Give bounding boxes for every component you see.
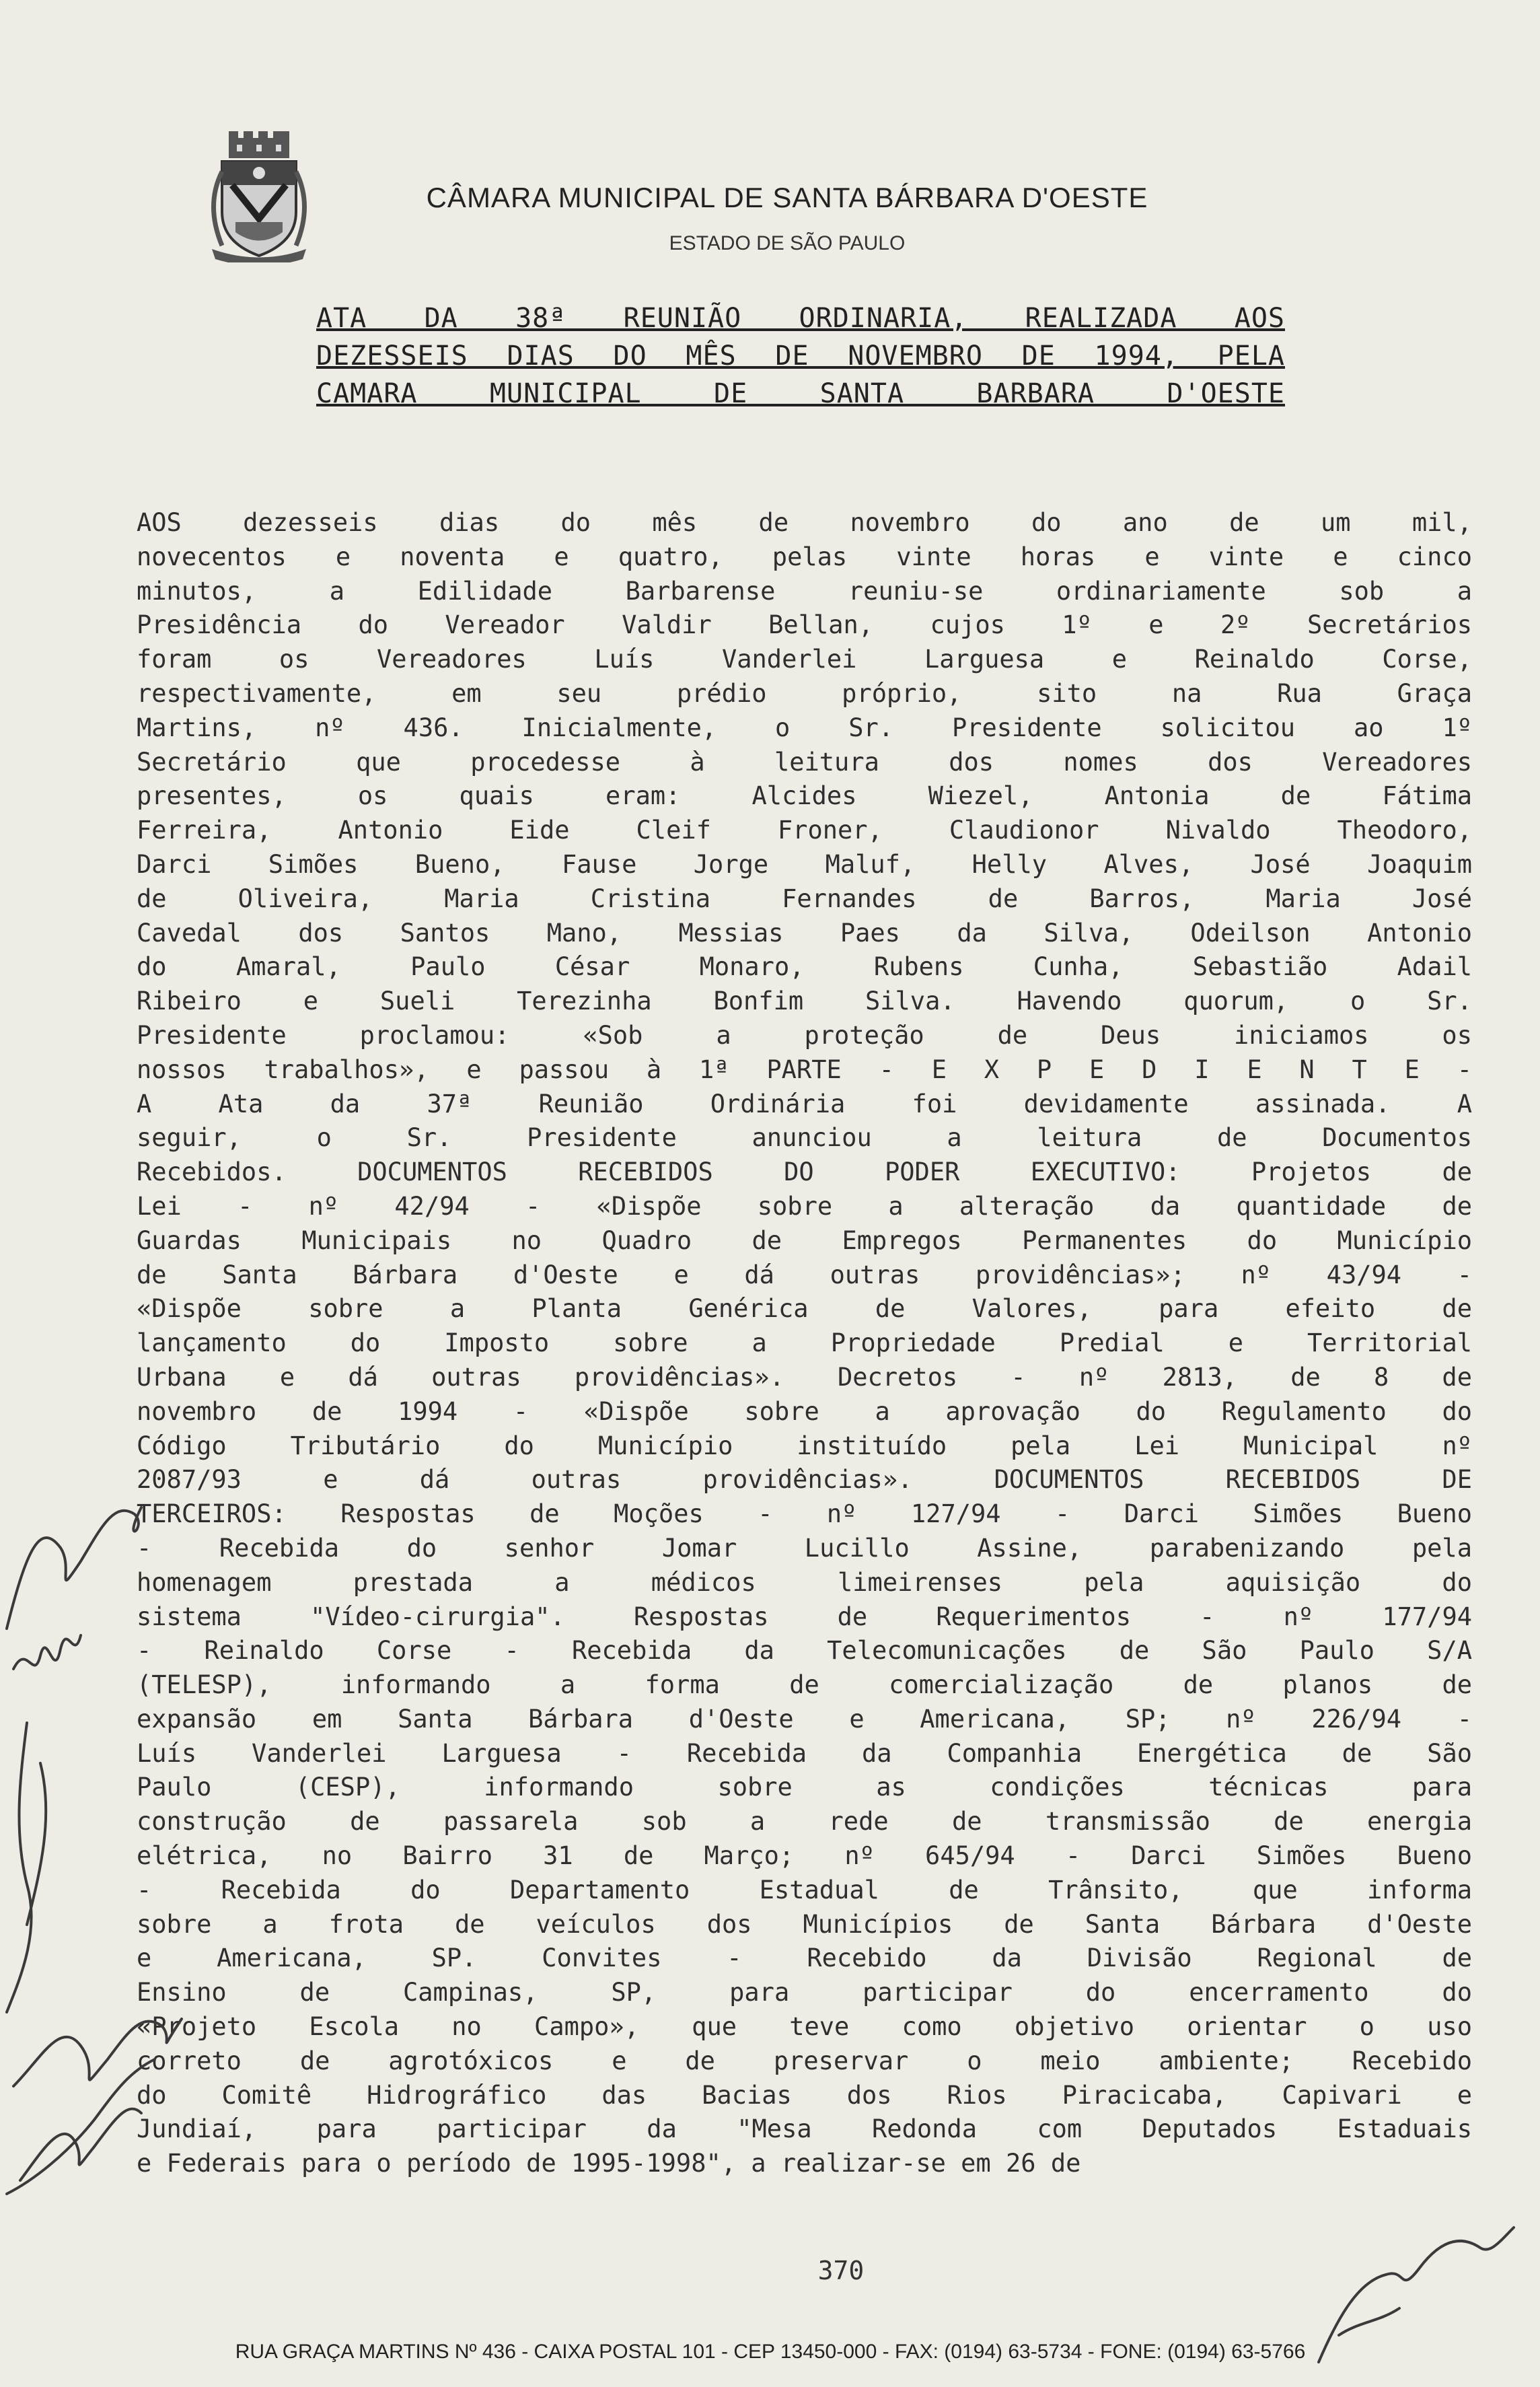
body-line: seguir, o Sr. Presidente anunciou a leitura de Documentos: [137, 1123, 1472, 1153]
body-line: Darci Simões Bueno, Fause Jorge Maluf, Helly Alves, José Joaquim: [137, 849, 1472, 879]
minutes-title-line: ATA DA 38ª REUNIÃO ORDINARIA, REALIZADA AOS: [316, 303, 1285, 334]
body-line: A Ata da 37ª Reunião Ordinária foi devidamente assinada. A: [137, 1089, 1472, 1118]
address-footer: RUA GRAÇA MARTINS Nº 436 - CAIXA POSTAL 101 - CEP 13450-000 - FAX: (0194) 63-5734 - FONE: (0194) 63-5766: [235, 2341, 1306, 2363]
body-line: «Projeto Escola no Campo», que teve como objetivo orientar o uso: [137, 2012, 1472, 2042]
body-line: Código Tributário do Município instituído pela Lei Municipal nº: [137, 1431, 1472, 1460]
body-line: TERCEIROS: Respostas de Moções - nº 127/94 - Darci Simões Bueno: [137, 1499, 1472, 1529]
body-line: de Santa Bárbara d'Oeste e dá outras providências»; nº 43/94 -: [137, 1260, 1472, 1289]
body-line: Secretário que procedesse à leitura dos nomes dos Vereadores: [137, 747, 1472, 777]
body-line: do Amaral, Paulo César Monaro, Rubens Cunha, Sebastião Adail: [137, 952, 1472, 982]
margin-signature-6: [7, 2059, 155, 2194]
body-line: Presidência do Vereador Valdir Bellan, cujos 1º e 2º Secretários: [137, 610, 1472, 640]
minutes-title-line: DEZESSEIS DIAS DO MÊS DE NOVEMBRO DE 1994, PELA: [316, 341, 1285, 371]
body-line: novembro de 1994 - «Dispõe sobre a aprovação do Regulamento do: [137, 1396, 1472, 1426]
body-line: respectivamente, em seu prédio próprio, sito na Rua Graça: [137, 678, 1472, 708]
body-line: expansão em Santa Bárbara d'Oeste e Americana, SP; nº 226/94 -: [137, 1704, 1472, 1734]
body-line: nossos trabalhos», e passou à 1ª PARTE - E X P E D I E N T E -: [137, 1055, 1472, 1084]
body-line: de Oliveira, Maria Cristina Fernandes de Barros, Maria José: [137, 884, 1472, 913]
body-line: Urbana e dá outras providências». Decretos - nº 2813, de 8 de: [137, 1362, 1472, 1392]
body-line: Paulo (CESP), informando sobre as condições técnicas para: [137, 1773, 1472, 1802]
body-line: sobre a frota de veículos dos Municípios de Santa Bárbara d'Oeste: [137, 1909, 1472, 1939]
body-line: Ensino de Campinas, SP, para participar do encerramento do: [137, 1978, 1472, 2007]
body-line: Guardas Municipais no Quadro de Empregos Permanentes do Município: [137, 1225, 1472, 1255]
body-line: sistema "Vídeo-cirurgia". Respostas de Requerimentos - nº 177/94: [137, 1602, 1472, 1631]
body-line: lançamento do Imposto sobre a Propriedade Predial e Territorial: [137, 1328, 1472, 1358]
body-line: do Comitê Hidrográfico das Bacias dos Rios Piracicaba, Capivari e: [137, 2080, 1472, 2110]
body-line: e Americana, SP. Convites - Recebido da Divisão Regional de: [137, 1944, 1472, 1973]
body-line: - Recebida do senhor Jomar Lucillo Assine, parabenizando pela: [137, 1533, 1472, 1563]
body-line: e Federais para o período de 1995-1998", a realizar-se em 26 de: [137, 2149, 1081, 2178]
body-line: elétrica, no Bairro 31 de Março; nº 645/94 - Darci Simões Bueno: [137, 1841, 1472, 1871]
state-subheading: ESTADO DE SÃO PAULO: [669, 232, 906, 254]
body-line: - Recebida do Departamento Estadual de Trânsito, que informa: [137, 1875, 1472, 1904]
body-line: Luís Vanderlei Larguesa - Recebida da Companhia Energética de São: [137, 1738, 1472, 1768]
body-line: Recebidos. DOCUMENTOS RECEBIDOS DO PODER EXECUTIVO: Projetos de: [137, 1157, 1472, 1187]
body-line: 2087/93 e dá outras providências». DOCUMENTOS RECEBIDOS DE: [137, 1465, 1472, 1495]
body-line: (TELESP), informando a forma de comercialização de planos de: [137, 1670, 1472, 1700]
body-line: Ferreira, Antonio Eide Cleif Froner, Claudionor Nivaldo Theodoro,: [137, 816, 1472, 845]
minutes-body: [137, 506, 1472, 2181]
margin-signature-5: [20, 2109, 141, 2180]
coat-of-arms-seal: [202, 131, 316, 262]
body-line: AOS dezesseis dias do mês de novembro do ano de um mil,: [137, 508, 1472, 537]
body-line: Lei - nº 42/94 - «Dispõe sobre a alteração da quantidade de: [137, 1191, 1472, 1221]
minutes-title-line: CAMARA MUNICIPAL DE SANTA BARBARA D'OESTE: [316, 378, 1285, 409]
body-line: correto de agrotóxicos e de preservar o meio ambiente; Recebido: [137, 2046, 1472, 2075]
body-line: Cavedal dos Santos Mano, Messias Paes da Silva, Odeilson Antonio: [137, 918, 1472, 948]
body-line: Martins, nº 436. Inicialmente, o Sr. Presidente solicitou ao 1º: [137, 713, 1472, 742]
body-line: Jundiaí, para participar da "Mesa Redonda com Deputados Estaduais: [137, 2114, 1472, 2144]
body-line: presentes, os quais eram: Alcides Wiezel, Antonia de Fátima: [137, 781, 1472, 811]
body-line: «Dispõe sobre a Planta Genérica de Valores, para efeito de: [137, 1294, 1472, 1324]
margin-signature-3: [7, 1723, 46, 2012]
page-number: 370: [817, 2256, 865, 2285]
minutes-title: [316, 299, 1285, 413]
body-line: construção de passarela sob a rede de transmissão de energia: [137, 1807, 1472, 1837]
chamber-name-heading: CÂMARA MUNICIPAL DE SANTA BÁRBARA D'OESTE: [426, 182, 1148, 213]
body-line: Presidente proclamou: «Sob a proteção de Deus iniciamos os: [137, 1020, 1472, 1050]
body-line: - Reinaldo Corse - Recebida da Telecomunicações de São Paulo S/A: [137, 1636, 1472, 1666]
body-line: foram os Vereadores Luís Vanderlei Larguesa e Reinaldo Corse,: [137, 645, 1472, 674]
body-line: minutos, a Edilidade Barbarense reuniu-se ordinariamente sob a: [137, 576, 1472, 606]
body-line: novecentos e noventa e quatro, pelas vinte horas e vinte e cinco: [137, 542, 1472, 571]
body-line: Ribeiro e Sueli Terezinha Bonfim Silva. Havendo quorum, o Sr.: [137, 987, 1472, 1016]
margin-signature-2: [13, 1635, 81, 1669]
body-line: homenagem prestada a médicos limeirenses pela aquisição do: [137, 1567, 1472, 1597]
margin-signature-1: [7, 1507, 141, 1629]
